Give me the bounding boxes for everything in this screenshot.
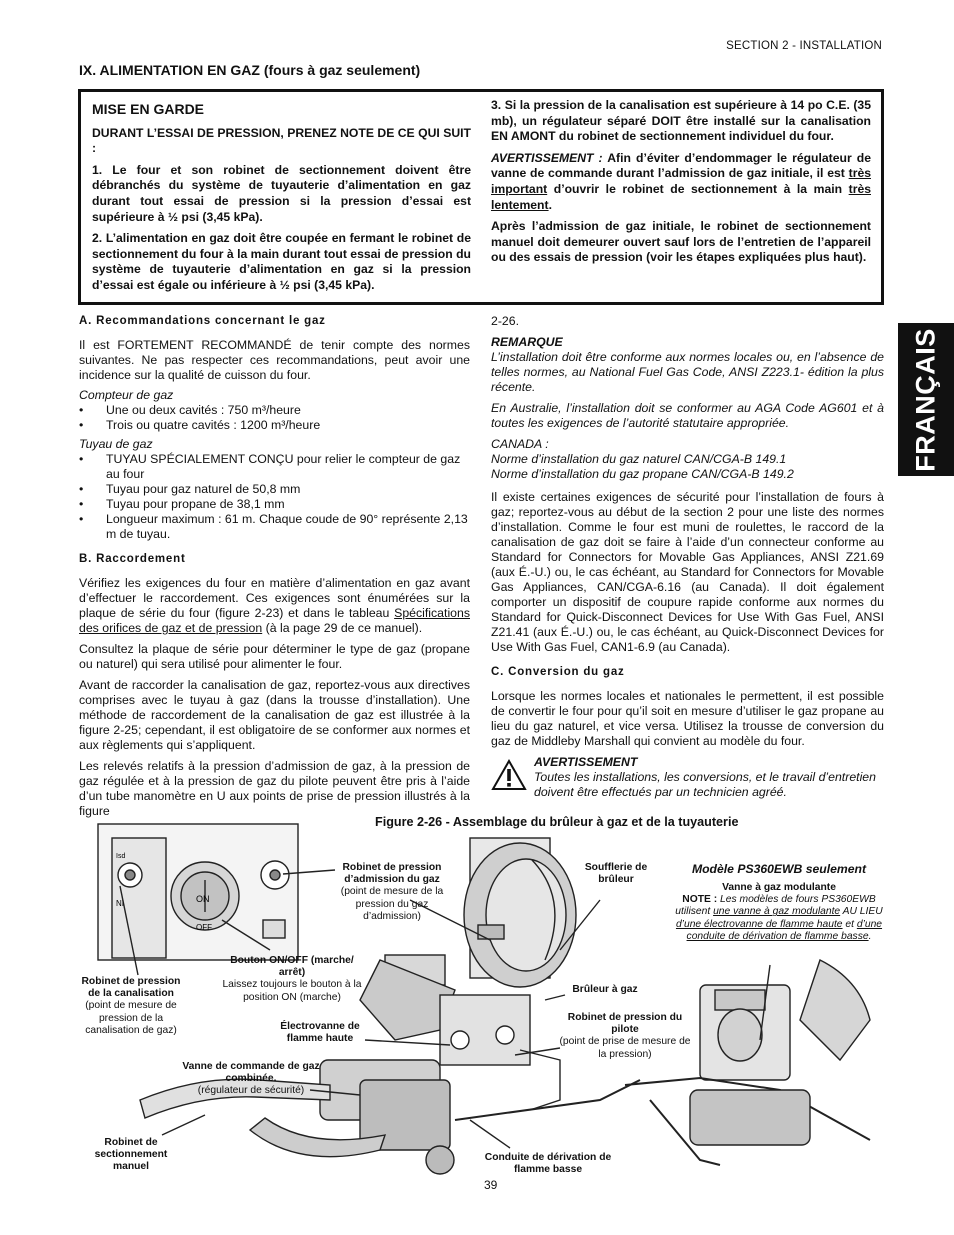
label-manual-title: Robinet de sectionnement manuel [94,1137,168,1173]
label-combined-valve [178,1061,324,1098]
note-emphasis-1: une vanne à gaz modulante [713,906,841,918]
avert-emphasis-1: très important [491,166,871,196]
label-model-title: Modèle PS360EWB seulement [691,862,867,876]
list-item: • Tuyau pour gaz naturel de 50,8 mm [79,482,470,497]
note-text-3: et [842,918,857,930]
avert-title: AVERTISSEMENT [534,755,638,769]
list-item: • Longueur maximum : 61 m. Chaque coude de 90° représente 2,13 m de tuyau. [79,512,470,542]
canada-line-2: Norme d’installation du gaz naturel CAN/CGA-B 149.1 [491,452,787,466]
warning-item-2: 2. L’alimentation en gaz doit être coupée en fermant le robinet de sectionnement du four à la main durant tout essai de pression du système de tuyauterie d’alimentation en gaz si la pression d’essai est égale ou inférieure à ½ psi (3,45 kPa). [92,231,471,292]
page-number: 39 [484,1178,498,1192]
warning-item-3: 3. Si la pression de la canalisation est supérieure à 14 po C.E. (35 mb), un régulateur séparé DOIT être installé sur la canalisation EN AMONT du robinet de sectionnement individuel du four. [491,98,871,144]
warning-item-1: 1. Le four et son robinet de sectionnement doivent être débranchés du système de tuyauterie d’alimentation en gaz durant tout essai de pression si la pression d’essai est supérieure à ½ psi (3,45 kPa). [92,162,471,224]
label-modvalve-note [675,894,882,942]
label-solenoid-title: Électrovanne de flamme haute [280,1021,360,1045]
avert-text-c: . [548,197,552,212]
note-emphasis-2: d’une électrovanne de flamme haute [675,918,843,930]
meter-title: Compteur de gaz [79,388,174,402]
avert-emphasis-2: très lentement [491,181,871,212]
note-emphasis-3: d’une conduite de dérivation de flamme basse [686,918,883,942]
label-pilot-note: (point de prise de mesure de la pression) [559,1036,691,1060]
remarque-paragraph-2: En Australie, l’installation doit se conformer au AGA Code AG601 et à toutes les exigences de l’autorité statutaire appropriée. [491,401,884,430]
label-bypass-title: Conduite de dérivation de flamme basse [484,1152,612,1176]
subsection-a-paragraph: Il est FORTEMENT RECOMMANDÉ de tenir compte des normes suivantes. Ne pas respecter ces recommandations, peut avoir une incidence sur la qualité de cuisson du four. [79,338,470,382]
avert-text-a: Afin d’éviter d’endommager le régulateur de vanne de commande durant l’admission de gaz initiale, il est [491,150,871,181]
section-header: SECTION 2 - INSTALLATION [726,40,882,52]
figure-title: Figure 2-26 - Assemblage du brûleur à gaz et de la tuyauterie [375,815,739,829]
label-pilot-title: Robinet de pression du pilote [567,1012,683,1036]
label-blower-title: Soufflerie de brûleur [584,862,648,886]
label-modvalve-title: Vanne à gaz modulante [722,882,836,893]
subsection-b-paragraph-4: Les relevés relatifs à la pression d’admission de gaz, à la pression de gaz régulée et à la pression de gaz du pilote peuvent être pris à l’aide d’un tube manomètre en U aux points de prise de pression illustrés à la figure [79,759,470,818]
label-burner-blower [583,862,649,886]
list-item: • TUYAU SPÉCIALEMENT CONÇU pour relier le compteur de gaz au four [79,452,470,482]
valve-top-label: Isd [116,853,126,860]
continued-text: 2-26. [491,314,520,328]
specs-table-reference: Spécifications des orifices de gaz et de pression [79,606,470,635]
canada-line-1: CANADA : [491,437,549,451]
label-manual-shutoff [86,1137,176,1174]
label-pilot-pressure [556,1012,694,1061]
section-title: IX. ALIMENTATION EN GAZ (fours à gaz seulement) [79,62,421,78]
label-onoff-button [218,955,366,1004]
subsection-c-title: C. Conversion du gaz [491,666,625,678]
list-item: • Tuyau pour propane de 38,1 mm [79,497,470,512]
label-gas-burner [560,984,650,996]
security-paragraph: Il existe certaines exigences de sécurité pour l’installation de fours à gaz; reportez-vous au début de la section 2 pour une liste des normes d’installation. Comme le four est muni de roulettes, le raccord de la canalisation de gaz doit se faire à l’aide d’un connecteur conforme au Standard for Connectors for Movable Gas Appliances, ANSI Z21.69 (aux É.-U.) ou, le cas échéant, au Standard for Connectors for Movable Gas Appliances, CAN/CGA-6.16 (au Canada). Il doit également comporter un dispositif de coupure rapide conforme aux normes du Standard for Quick-Disconnect Devices for Use With Gas Fuel, ANSI Z21.41 (aux É.-U.) ou, le cas échéant, au Quick-Disconnect Devices for Use With Gas Fuel, CAN1-6.9 (au Canada). [491,490,884,654]
valve-off-label: OFF [196,923,212,932]
label-combined-note: (régulateur de sécurité) [197,1085,305,1097]
subsection-b-paragraph-2: Consultez la plaque de série pour déterminer le type de gaz (propane ou naturel) qui sera utilisé pour alimenter le four. [79,642,470,671]
label-combined-title: Vanne de commande de gaz combinée. [182,1061,320,1085]
note-text-1: Les modèles de fours PS360EWB utilisent [675,894,876,918]
label-model-only [672,863,886,875]
subsection-a-title: A. Recommandations concernant le gaz [79,315,326,327]
valve-ni-label: NI [116,899,124,908]
avert-text-b: d’ouvrir le robinet de sectionnement à la main [547,181,849,196]
pipe-title: Tuyau de gaz [79,437,153,451]
label-modulating-valve [672,882,886,943]
label-admission-title: Robinet de pression d’admission du gaz [342,862,442,886]
note-text-2: AU LIEU [840,906,883,918]
label-admission-note: (point de mesure de la pression du gaz d’admission) [340,886,444,922]
label-line-title: Robinet de pression de la canalisation [81,976,181,1000]
avert-label: AVERTISSEMENT : [491,150,603,165]
b-p1-text-a: Vérifiez les exigences du four en matière d’alimentation en gaz avant d’effectuer le raccordement. Ces exigences sont énumérées sur la plaque de série du four (figure 2-23) et dans le tableau [79,576,470,620]
label-high-flame-solenoid [270,1021,370,1045]
canada-line-3: Norme d’installation du gaz propane CAN/CGA-B 149.2 [491,467,794,481]
remarque-paragraph-1: L’installation doit être conforme aux normes locales ou, en l’absence de telles normes, au National Fuel Gas Code, ANSI Z223.1- édition la plus récente. [491,350,884,394]
label-onoff-title: Bouton ON/OFF (marche/ arrêt) [230,955,354,979]
valve-on-label: ON [196,894,210,904]
list-item: • Une ou deux cavités : 750 m³/heure [79,403,470,418]
note-prefix: NOTE : [682,894,718,906]
list-item: • Trois ou quatre cavités : 1200 m³/heure [79,418,470,433]
label-burner-title: Brûleur à gaz [572,984,638,995]
subsection-b-title: B. Raccordement [79,553,186,565]
label-admission-pressure [328,862,456,923]
language-tab-label: FRANÇAIS [910,327,941,472]
note-text-4: . [868,930,872,942]
warning-title: MISE EN GARDE [92,101,205,117]
label-onoff-note: Laissez toujours le bouton à la position ON (marche) [222,979,362,1003]
remarque-title: REMARQUE [491,335,563,349]
avert-text: Toutes les installations, les conversions, et le travail d’entretien doivent être effectués par un technicien agréé. [534,770,876,799]
subsection-c-paragraph: Lorsque les normes locales et nationales le permettent, il est possible de convertir le four pour qu’il soit en mesure d’utiliser le gaz propane au lieu du gaz naturel, et vice versa. Utilisez la trousse de conversion du gaz de Middleby Marshall qui convient au modèle du four. [491,689,884,748]
subsection-b-paragraph-3: Avant de raccorder la canalisation de gaz, reportez-vous aux directives comprises avec le tuyau à gaz (dans la trousse d’installation). Une méthode de raccordement de la canalisation de gaz est illustrée à la figure 2-25; cependant, il est obligatoire de se conformer aux normes et aux règlements qui s’appliquent. [79,678,470,752]
b-p1-text-b: (à la page 29 de ce manuel). [262,621,423,635]
label-line-note: (point de mesure de pression de la canalisation de gaz) [85,1000,177,1036]
label-line-pressure [78,976,184,1037]
warning-after: Après l’admission de gaz initiale, le robinet de sectionnement manuel doit demeurer ouvert sauf lors de l’entretien de l’appareil ou des essais de pression (voir les étapes expliquées plus haut). [491,219,871,265]
label-low-flame-bypass [480,1152,616,1176]
warning-intro: DURANT L’ESSAI DE PRESSION, PRENEZ NOTE DE CE QUI SUIT : [92,125,471,156]
